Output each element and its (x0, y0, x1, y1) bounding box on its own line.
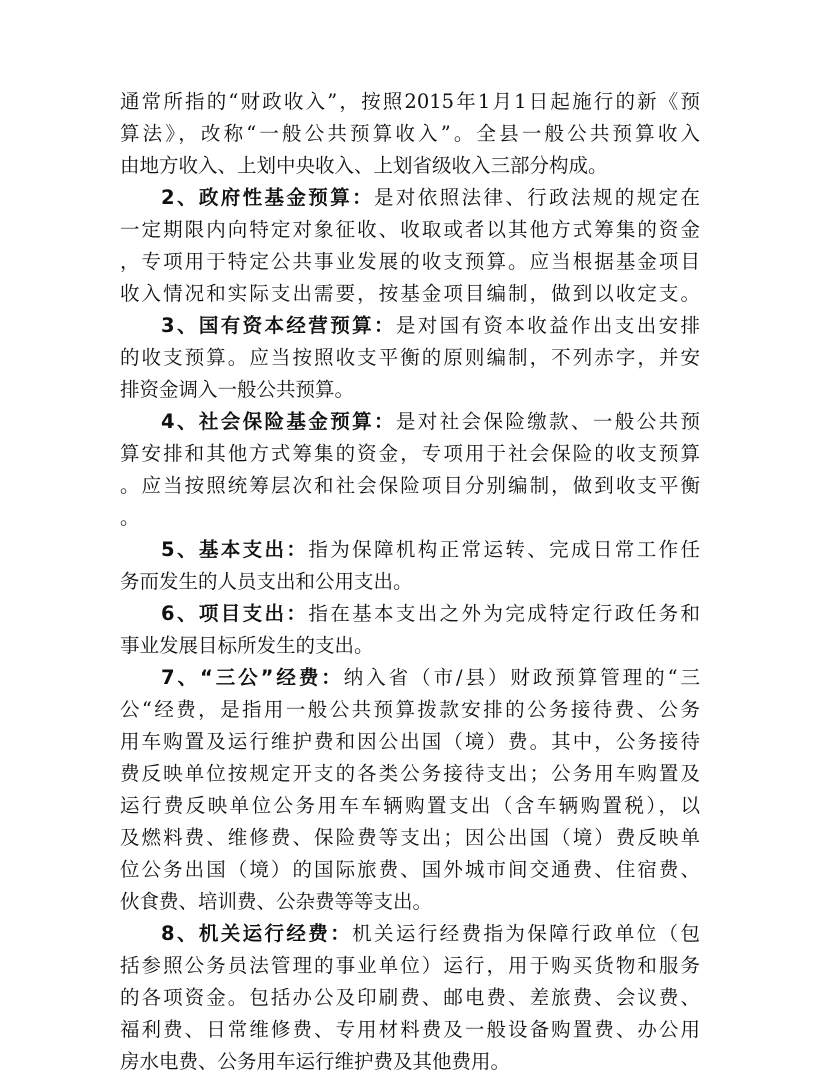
term-label: 8、机关运行经费： (161, 922, 353, 945)
text-segment: 机关运行经费指为保障行政单位（包 (352, 922, 700, 945)
text-line: 运行费反映单位公务用车车辆购置支出（含车辆购置税），以 (120, 794, 700, 817)
text-line: 的收支预算。应当按照收支平衡的原则编制，不列赤字，并安 (120, 346, 700, 369)
document-page (120, 86, 700, 1078)
text-segment: 指为保障机构正常运转、完成日常工作任 (308, 538, 700, 561)
term-label: 3、国有资本经营预算： (161, 314, 396, 337)
text-line: 由地方收入、上划中央收入、上划省级收入三部分构成。 (120, 154, 608, 177)
text-line: 用车购置及运行维护费和因公出国（境）费。其中，公务接待 (120, 730, 700, 753)
text-segment: 是对国有资本收益作出支出安排 (395, 314, 700, 337)
term-label: 5、基本支出： (161, 538, 309, 561)
text-line: 及燃料费、维修费、保险费等支出；因公出国（境）费反映单 (120, 826, 700, 849)
text-line: 算安排和其他方式筹集的资金，专项用于社会保险的收支预算 (120, 442, 700, 465)
text-line (120, 534, 700, 566)
text-segment: 指在基本支出之外为完成特定行政任务和 (308, 602, 700, 625)
text-line: 一定期限内向特定对象征收、收取或者以其他方式筹集的资金 (120, 218, 700, 241)
text-line: 排资金调入一般公共预算。 (120, 378, 355, 401)
term-label: 6、项目支出： (161, 602, 309, 625)
term-label: 4、社会保险基金预算： (161, 410, 396, 433)
text-segment: 是对依照法律、行政法规的规定在 (374, 186, 700, 209)
term-label: 2、政府性基金预算： (161, 186, 374, 209)
text-segment: 纳入省（市/县）财政预算管理的“三 (343, 666, 701, 689)
text-line: 算法》，改称“一般公共预算收入”。全县一般公共预算收入 (120, 122, 700, 145)
text-line: 公“经费，是指用一般公共预算拨款安排的公务接待费、公务 (120, 698, 700, 721)
text-line: 。应当按照统筹层次和社会保险项目分别编制，做到收支平衡 (120, 474, 700, 497)
text-line (120, 406, 700, 438)
text-line (120, 598, 700, 630)
text-line: 位公务出国（境）的国际旅费、国外城市间交通费、住宿费、 (120, 858, 700, 881)
text-line: ，专项用于特定公共事业发展的收支预算。应当根据基金项目 (120, 250, 700, 273)
text-line: 通常所指的“财政收入”，按照2015年1月1日起施行的新《预 (120, 90, 700, 113)
text-line: 事业发展目标所发生的支出。 (120, 634, 374, 657)
text-line (120, 310, 700, 342)
paragraph-agency-operating-expenses (120, 918, 700, 1078)
text-line: 房水电费、公务用车运行维护费及其他费用。 (120, 1050, 511, 1073)
term-label: 7、“三公”经费： (161, 666, 344, 689)
text-line: 伙食费、培训费、公杂费等等支出。 (120, 890, 433, 913)
text-line: 务而发生的人员支出和公用支出。 (120, 570, 413, 593)
text-segment: 是对社会保险缴款、一般公共预 (395, 410, 700, 433)
paragraph-basic-expenditure (120, 534, 700, 598)
paragraph-social-insurance-budget (120, 406, 700, 534)
text-line (120, 918, 700, 950)
text-line: 。 (120, 506, 140, 529)
text-line (120, 662, 700, 694)
text-line: 括参照公务员法管理的事业单位）运行，用于购买货物和服务 (120, 954, 700, 977)
text-line: 福利费、日常维修费、专用材料费及一般设备购置费、办公用 (120, 1018, 700, 1041)
paragraph-government-fund-budget (120, 182, 700, 310)
text-line: 收入情况和实际支出需要，按基金项目编制，做到以收定支。 (120, 282, 700, 305)
paragraph-general-budget-revenue (120, 86, 700, 182)
paragraph-three-public-expenses (120, 662, 700, 918)
paragraph-state-capital-budget (120, 310, 700, 406)
text-line: 的各项资金。包括办公及印刷费、邮电费、差旅费、会议费、 (120, 986, 700, 1009)
text-line (120, 182, 700, 214)
text-line: 费反映单位按规定开支的各类公务接待支出；公务用车购置及 (120, 762, 700, 785)
paragraph-project-expenditure (120, 598, 700, 662)
